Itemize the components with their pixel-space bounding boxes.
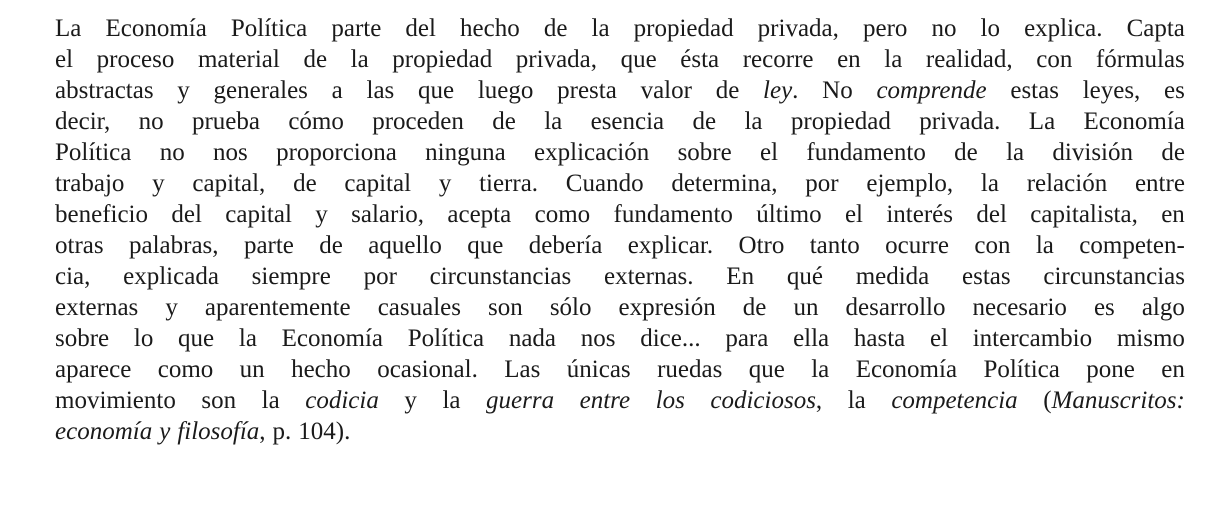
word: capital [344, 170, 412, 197]
italic-word: los [655, 387, 685, 414]
word: sobre [55, 325, 110, 352]
word: con [974, 232, 1011, 259]
word: Capta [1126, 15, 1185, 42]
word: tanto [809, 232, 860, 259]
text-line [55, 261, 1185, 292]
word: por [805, 170, 839, 197]
word: de [293, 170, 317, 197]
text-line [55, 416, 1185, 447]
word: la [847, 387, 866, 414]
word: Economía [281, 325, 383, 352]
word [305, 385, 379, 416]
word: en [837, 46, 861, 73]
word: para [725, 325, 769, 352]
word: privada. [919, 108, 1001, 135]
word: explica. [1024, 15, 1103, 42]
word: externas [55, 294, 139, 321]
word: salario, [351, 201, 425, 228]
word: Política [407, 325, 485, 352]
word: La [55, 15, 82, 42]
word: el [760, 139, 779, 166]
word: nos [213, 139, 248, 166]
word: privada, [515, 46, 598, 73]
word: la [1006, 139, 1025, 166]
word: casuales [377, 294, 461, 321]
word: material [197, 46, 280, 73]
word: a [331, 77, 343, 104]
word: el [929, 325, 949, 352]
word: lo [980, 15, 1000, 42]
text-line [55, 354, 1185, 385]
word: únicas [566, 356, 631, 383]
italic-word: filosofía [177, 418, 260, 445]
word: Política [55, 139, 132, 166]
italic-word: y [159, 418, 171, 445]
word: parte [331, 15, 382, 42]
word: privada, [757, 15, 839, 42]
text-line [55, 137, 1185, 168]
word: trabajo [55, 170, 125, 197]
word: el [55, 46, 74, 73]
word: presta [557, 77, 617, 104]
word [656, 385, 685, 416]
word: cómo [288, 108, 344, 135]
word: siempre [251, 263, 331, 290]
word [159, 416, 170, 447]
punctuation: ( [1043, 387, 1052, 414]
word: luego [477, 77, 534, 104]
word: es [1164, 77, 1185, 104]
word: competen- [1079, 232, 1185, 259]
word: leyes, [1082, 77, 1141, 104]
word: proporciona [276, 139, 397, 166]
word: palabras, [129, 232, 219, 259]
text-line [55, 385, 1185, 416]
word: ocurre [885, 232, 949, 259]
word: no [138, 108, 164, 135]
italic-word: codiciosos [710, 387, 816, 414]
word: Otro [738, 232, 785, 259]
word: circunstancias [1043, 263, 1185, 290]
word: un [239, 356, 265, 383]
word: externas. [604, 263, 694, 290]
word [177, 416, 265, 447]
word: 104). [298, 418, 351, 445]
word: lo [133, 325, 154, 352]
word: ella [793, 325, 830, 352]
word: fórmulas [1095, 46, 1185, 73]
word: propiedad [633, 15, 734, 42]
word: generales [213, 77, 308, 104]
word: la [442, 387, 461, 414]
italic-word: ley [763, 77, 793, 104]
word: mismo [1116, 325, 1185, 352]
word: con [1036, 46, 1073, 73]
word: interés [886, 201, 953, 228]
word: la [811, 356, 830, 383]
word: movimiento [55, 387, 176, 414]
word: no [931, 15, 957, 42]
word: ejemplo, [866, 170, 954, 197]
word: las [366, 77, 395, 104]
word: de [954, 139, 978, 166]
word [710, 385, 822, 416]
word: intercambio [972, 325, 1093, 352]
text-line [55, 292, 1185, 323]
word: del [976, 201, 1007, 228]
word: Política [230, 15, 308, 42]
word: beneficio [55, 201, 149, 228]
word: esencia [590, 108, 665, 135]
word: ésta [680, 46, 720, 73]
word: aparentemente [204, 294, 351, 321]
text-line [55, 75, 1185, 106]
word: que [418, 77, 455, 104]
word: decir, [55, 108, 111, 135]
word: y [165, 294, 178, 321]
word: y [177, 77, 190, 104]
word: ruedas [657, 356, 723, 383]
word: no [159, 139, 185, 166]
word: Las [504, 356, 541, 383]
word: ocasional. [377, 356, 478, 383]
word: de [742, 294, 767, 321]
word: y [315, 201, 328, 228]
word: del [171, 201, 202, 228]
word: debería [528, 232, 603, 259]
word: capital [225, 201, 292, 228]
italic-word: competencia [891, 387, 1018, 414]
paragraph [55, 13, 1185, 447]
word [55, 416, 152, 447]
italic-word: economía [55, 418, 153, 445]
word: la [261, 387, 280, 414]
word: acepta [447, 201, 512, 228]
italic-word: comprende [876, 77, 987, 104]
word: cia, [55, 263, 91, 290]
word: en [1161, 201, 1185, 228]
word: p. [272, 418, 292, 445]
word [486, 385, 554, 416]
word: propiedad [790, 108, 891, 135]
word: nos [580, 325, 616, 352]
word: que [620, 46, 657, 73]
word: circunstancias [429, 263, 572, 290]
word: No [822, 77, 853, 104]
word: parte [243, 232, 294, 259]
word: un [793, 294, 819, 321]
word: Economía [105, 15, 207, 42]
word: La [1028, 108, 1056, 135]
word [876, 75, 986, 106]
italic-word: codicia [305, 387, 379, 414]
word: aparece [55, 356, 132, 383]
word: estas [962, 263, 1011, 290]
word: Cuando [565, 170, 644, 197]
word: que [467, 232, 504, 259]
word: otras [55, 232, 104, 259]
word: aquello [368, 232, 442, 259]
text-line [55, 199, 1185, 230]
word: explicada [123, 263, 219, 290]
word: de [543, 15, 568, 42]
word: y [404, 387, 417, 414]
italic-word: Manuscritos: [1051, 387, 1185, 414]
word: la [1035, 232, 1054, 259]
word: que [748, 356, 785, 383]
word: como [534, 201, 591, 228]
word: algo [1141, 294, 1185, 321]
word: explicar. [627, 232, 714, 259]
word: de [319, 232, 343, 259]
word: como [157, 356, 214, 383]
punctuation: , [815, 387, 823, 414]
word [580, 385, 630, 416]
word: división [1052, 139, 1133, 166]
word: qué [786, 263, 823, 290]
word: de [492, 108, 516, 135]
word: Política [983, 356, 1060, 383]
word: abstractas [55, 77, 154, 104]
word: proceden [372, 108, 464, 135]
italic-word: entre [579, 387, 631, 414]
punctuation: . [792, 77, 799, 104]
word: explicación [534, 139, 650, 166]
document-page [55, 13, 1185, 447]
word: fundamento [806, 139, 926, 166]
word: de [692, 108, 717, 135]
word: la [884, 46, 903, 73]
word: entre [1134, 170, 1185, 197]
word: la [544, 108, 563, 135]
word: pero [862, 15, 908, 42]
word: Economía [855, 356, 958, 383]
word: capitalista, [1030, 201, 1138, 228]
word: proceso [96, 46, 175, 73]
word: hasta [853, 325, 906, 352]
word: sobre [677, 139, 732, 166]
word: sólo [549, 294, 592, 321]
word: es [1093, 294, 1115, 321]
text-line [55, 44, 1185, 75]
text-line [55, 230, 1185, 261]
word: determina, [671, 170, 778, 197]
word: la [744, 108, 763, 135]
word: último [756, 201, 822, 228]
word: prueba [191, 108, 260, 135]
word: y [438, 170, 452, 197]
word: del [405, 15, 436, 42]
word: dice... [640, 325, 701, 352]
word: medida [855, 263, 930, 290]
word [763, 75, 798, 106]
word: que [178, 325, 215, 352]
text-line [55, 13, 1185, 44]
word: capital, [192, 170, 266, 197]
word: estas [1010, 77, 1059, 104]
word: la [980, 170, 999, 197]
word: nada [508, 325, 557, 352]
word: en [1161, 356, 1185, 383]
word: fundamento [613, 201, 733, 228]
word: la [350, 46, 369, 73]
word: pone [1086, 356, 1135, 383]
word: la [591, 15, 610, 42]
word: propiedad [392, 46, 493, 73]
word: tierra. [479, 170, 539, 197]
italic-word: guerra [486, 387, 555, 414]
word: ninguna [425, 139, 506, 166]
word [891, 385, 1017, 416]
punctuation: , [259, 418, 266, 445]
word: recorre [742, 46, 814, 73]
word: necesario [972, 294, 1067, 321]
word: y [152, 170, 165, 197]
word: de [715, 77, 740, 104]
word: por [363, 263, 397, 290]
word: de [303, 46, 328, 73]
text-line [55, 168, 1185, 199]
word: hecho [291, 356, 351, 383]
word: el [844, 201, 863, 228]
text-line [55, 106, 1185, 137]
text-line [55, 323, 1185, 354]
word: son [201, 387, 237, 414]
word: la [238, 325, 257, 352]
word: son [488, 294, 523, 321]
word: Economía [1083, 108, 1185, 135]
word: realidad, [925, 46, 1013, 73]
word: expresión [618, 294, 716, 321]
word: valor [640, 77, 692, 104]
word [1043, 385, 1185, 416]
word: relación [1026, 170, 1108, 197]
word: de [1161, 139, 1185, 166]
word: En [726, 263, 755, 290]
word: hecho [460, 15, 520, 42]
word: desarrollo [845, 294, 946, 321]
